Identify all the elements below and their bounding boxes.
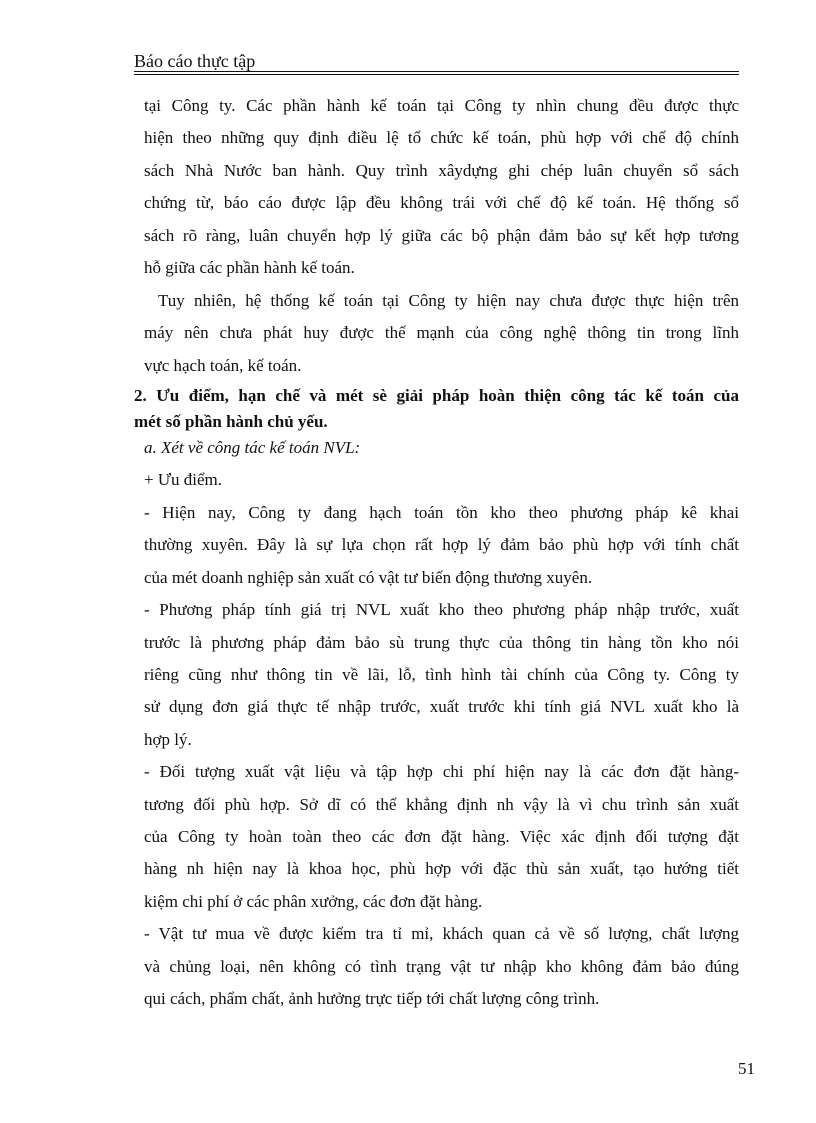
text-line: tại Công ty. Các phần hành kế toán tại Công ty nhìn chung đều được thực — [144, 96, 739, 115]
section-heading: 2. Ưu điểm, hạn chế và mét sè giải pháp hoàn thiện công tác kế toán của — [134, 386, 739, 405]
subsection-heading: a. Xét về công tác kế toán NVL: — [144, 438, 361, 457]
text-line: sử dụng đơn giá thực tế nhập trước, xuất trước khi tính giá NVL xuất kho là — [144, 697, 739, 716]
text-line: thường xuyên. Đây là sự lựa chọn rất hợp lý đảm bảo phù hợp với tính chất — [144, 535, 739, 554]
text-line: hàng nh hiện nay là khoa học, phù hợp với đặc thù sản xuất, tạo hướng tiết — [144, 859, 739, 878]
text-line: riêng cũng như thông tin về lãi, lỗ, tình hình tài chính của Công ty. Công ty — [144, 665, 739, 684]
text-line: Tuy nhiên, hệ thống kế toán tại Công ty hiện nay chưa được thực hiện trên — [158, 291, 739, 310]
text-line: của Công ty hoàn toàn theo các đơn đặt hàng. Việc xác định đối tượng đặt — [144, 827, 739, 846]
text-line: hợp lý. — [144, 730, 192, 749]
text-line: - Hiện nay, Công ty đang hạch toán tồn kho theo phương pháp kê khai — [144, 503, 739, 522]
page-number: 51 — [738, 1059, 755, 1078]
text-line: máy nên chưa phát huy được thế mạnh của công nghệ thông tin trong lĩnh — [144, 323, 739, 342]
text-line: qui cách, phẩm chất, ảnh hưởng trực tiếp tới chất lượng công trình. — [144, 989, 600, 1008]
header-rule — [134, 71, 739, 72]
header-title: Báo cáo thực tập — [134, 51, 256, 71]
text-line: - Vật tư mua về được kiểm tra tỉ mỉ, khách quan cả về số lượng, chất lượng — [144, 924, 739, 943]
text-line: tương đối phù hợp. Sở dĩ có thể khẳng định nh vậy là vì chu trình sản xuất — [144, 795, 739, 814]
text-line: và chủng loại, nên không có tình trạng vật tư nhập kho không đảm bảo đúng — [144, 957, 739, 976]
header-rule-double — [134, 74, 739, 75]
page-header — [134, 50, 739, 74]
text-line: sách Nhà Nước ban hành. Quy trình xâydựng ghi chép luân chuyển sổ sách — [144, 161, 739, 180]
text-line: chứng từ, báo cáo được lập đều không trái với chế độ kế toán. Hệ thống sổ — [144, 193, 739, 212]
text-line: hỗ giữa các phần hành kế toán. — [144, 258, 355, 277]
text-line: hiện theo những quy định điều lệ tổ chức kế toán, phù hợp với chế độ chính — [144, 128, 739, 147]
text-line: - Đối tượng xuất vật liệu và tập hợp chi phí hiện nay là các đơn đặt hàng- — [144, 762, 739, 781]
section-heading: mét số phần hành chủ yếu. — [134, 412, 328, 431]
text-line: trước là phương pháp đảm bảo sù trung thực của thông tin hàng tồn kho nói — [144, 633, 739, 652]
text-line: - Phương pháp tính giá trị NVL xuất kho theo phương pháp nhập trước, xuất — [144, 600, 739, 619]
text-line: + Ưu điểm. — [144, 470, 223, 489]
text-line: sách rõ ràng, luân chuyển hợp lý giữa các bộ phận đảm bảo sự kết hợp tương — [144, 226, 739, 245]
text-line: vực hạch toán, kế toán. — [144, 356, 302, 375]
text-line: kiệm chi phí ở các phân xưởng, các đơn đặt hàng. — [144, 892, 483, 911]
text-line: của mét doanh nghiệp sản xuất có vật tư biến động thương xuyên. — [144, 568, 593, 587]
